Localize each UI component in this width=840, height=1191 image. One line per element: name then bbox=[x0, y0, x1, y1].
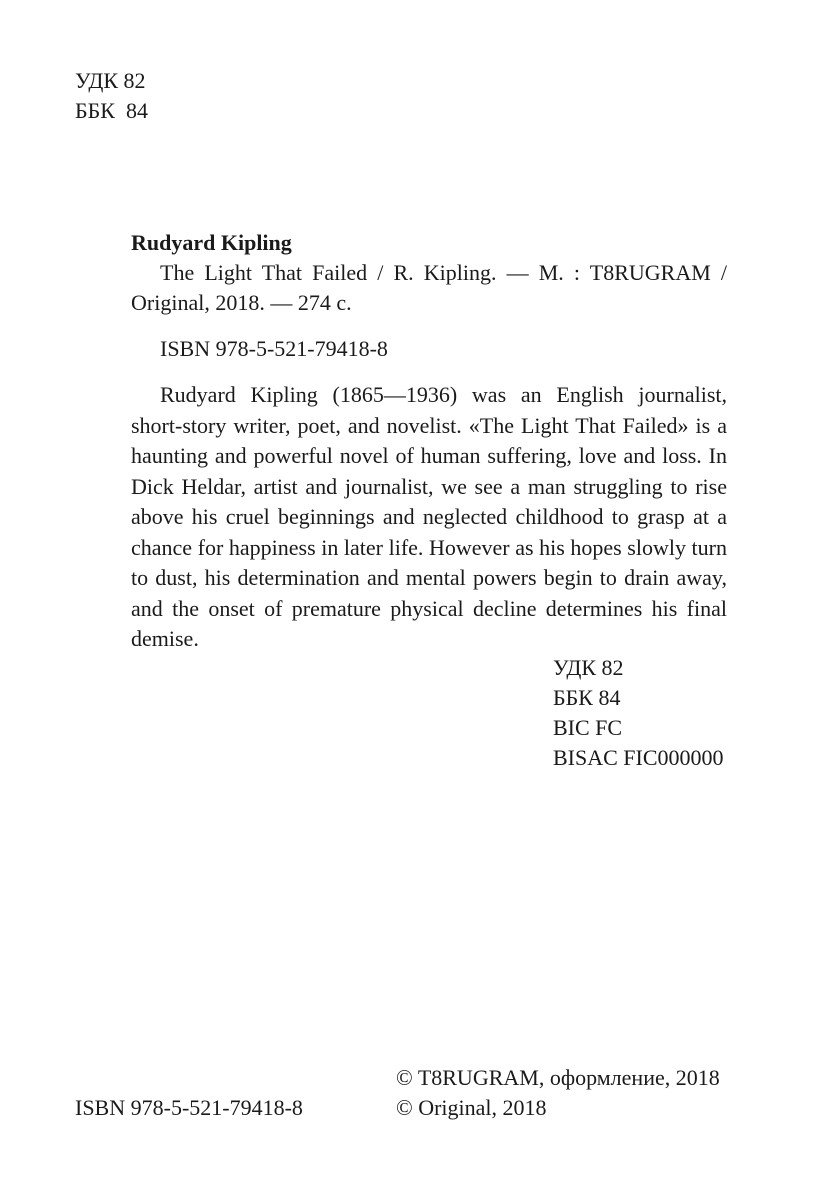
classification-codes bbox=[553, 653, 724, 773]
classification-bic: BIC FC bbox=[553, 715, 623, 740]
classification-bisac: BISAC FIC000000 bbox=[553, 745, 724, 770]
bibliographic-record bbox=[131, 228, 727, 655]
author-name: Rudyard Kipling bbox=[131, 230, 292, 255]
copyright-publisher: © T8RUGRAM, оформление, 2018 bbox=[396, 1065, 720, 1090]
header-udk: УДК 82 bbox=[75, 68, 146, 93]
classification-udk: УДК 82 bbox=[553, 655, 624, 680]
header-bbk: ББК 84 bbox=[75, 98, 148, 123]
bibliographic-description: The Light That Failed / R. Kipling. — M. : T8RUGRAM / Original, 2018. — 274 c. bbox=[131, 260, 727, 315]
bibliographic-isbn: ISBN 978-5-521-79418-8 bbox=[160, 336, 388, 361]
copyright-block bbox=[396, 1063, 720, 1123]
header-codes bbox=[75, 66, 148, 126]
annotation-text: Rudyard Kipling (1865—1936) was an English journalist, short-story writer, poet, and novelist. «The Light That Failed» is a haunting and powerful novel of human suffering, love and loss. In Dick Heldar, artist and journalist, we see a man struggling to rise above his cruel beginnings and neglected childhood to grasp at a chance for happiness in later life. However as his hopes slowly turn to dust, his determination and mental powers begin to drain away, and the onset of premature physical decline determines his final demise. bbox=[131, 382, 727, 651]
classification-bbk: ББК 84 bbox=[553, 685, 621, 710]
copyright-original: © Original, 2018 bbox=[396, 1095, 547, 1120]
footer-isbn: ISBN 978-5-521-79418-8 bbox=[75, 1095, 303, 1120]
